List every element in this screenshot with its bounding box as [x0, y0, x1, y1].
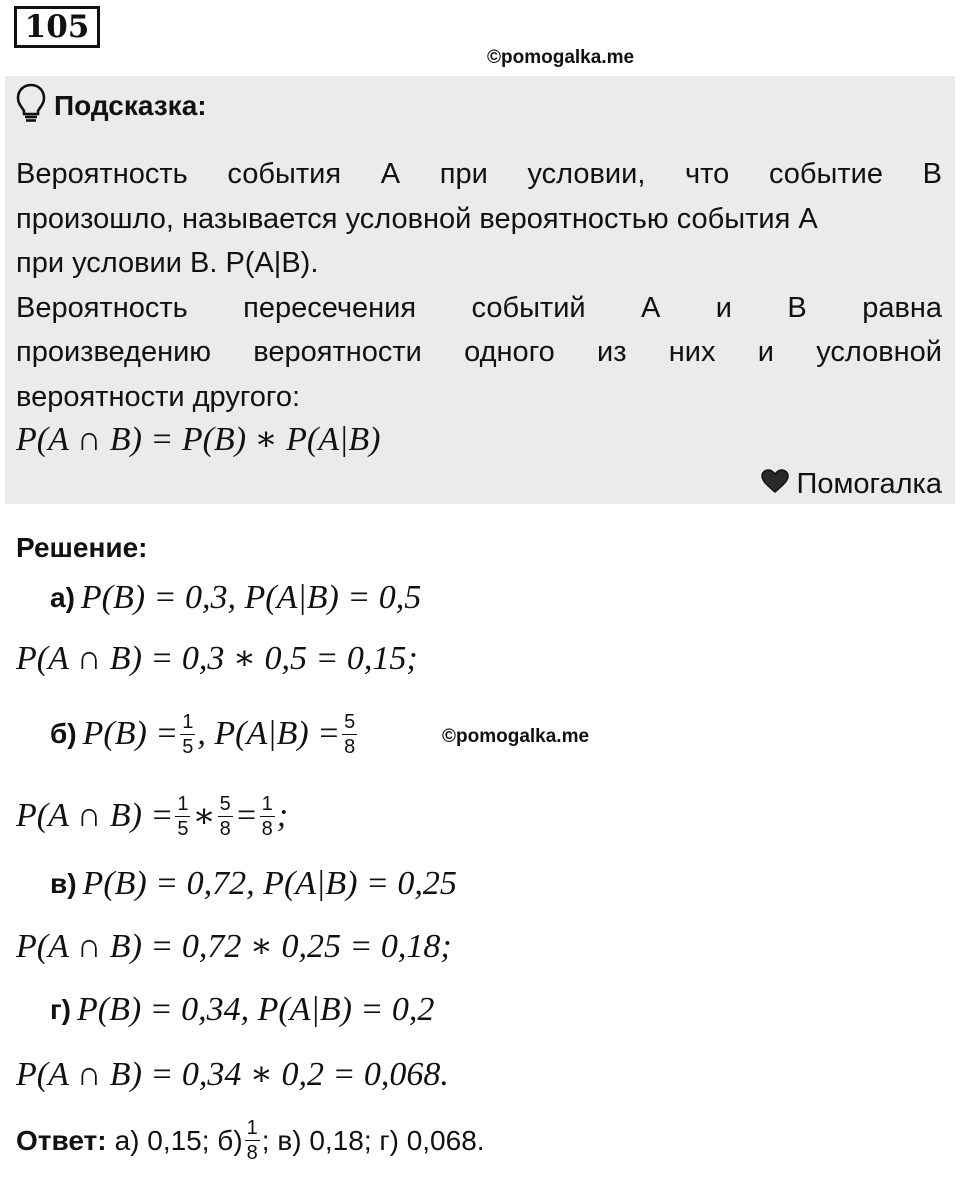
watermark-middle: ©pomogalka.me: [442, 726, 590, 747]
fraction: $\frac{1}{5}$: [182, 710, 194, 758]
hint-line: Вероятность пересечения событий А и В равна: [16, 291, 942, 324]
hint-line: при условии В. Р(А|В).: [16, 247, 319, 279]
result-expression: P(A ∩ B) = 0,34 ∗ 0,2 = 0,068.: [16, 1056, 449, 1093]
given-expression: P(B) = 0,3, P(A|B) = 0,5: [80, 579, 422, 616]
part-c-result: [16, 924, 452, 968]
part-label: б): [50, 718, 77, 749]
given-expression: , P(A|B) =: [197, 715, 341, 752]
result-expression: P(A ∩ B) = 0,72 ∗ 0,25 = 0,18;: [16, 928, 452, 965]
hint-title: Подсказка:: [54, 90, 207, 121]
hint-line: Вероятность события А при условии, что событие В: [16, 158, 942, 190]
signature: [761, 462, 942, 506]
answer-part: ; в) 0,18; г) 0,068.: [261, 1124, 485, 1156]
semicolon: ;: [276, 797, 289, 834]
fraction: $\frac{5}{8}$: [219, 792, 231, 840]
part-c-given: [50, 862, 457, 906]
given-expression: P(B) = 0,72, P(A|B) = 0,25: [82, 865, 457, 902]
hint-line: произведению вероятности одного из них и условной: [16, 336, 942, 368]
solution-title: Решение:: [16, 532, 148, 563]
part-b-result: [16, 786, 288, 846]
given-expression: P(B) = 0,34, P(A|B) = 0,2: [77, 991, 435, 1028]
answer-label: Ответ:: [16, 1124, 107, 1156]
answer-line: [16, 1116, 485, 1165]
equals-sign: =: [234, 797, 258, 834]
part-d-given: [50, 988, 434, 1032]
result-expression: P(A ∩ B) = 0,3 ∗ 0,5 = 0,15;: [16, 640, 418, 677]
answer-part: а) 0,15; б): [114, 1124, 243, 1156]
watermark-top: ©pomogalka.me: [487, 47, 635, 68]
part-d-result: [16, 1052, 449, 1096]
part-label: в): [50, 868, 77, 899]
fraction: $\frac{1}{8}$: [261, 792, 273, 840]
part-a-result: [16, 636, 418, 680]
part-label: г): [50, 994, 71, 1025]
hint-header: [16, 84, 207, 128]
hint-formula: P(A ∩ B) = P(B) ∗ P(A|B): [16, 421, 381, 458]
fraction: $\frac{5}{8}$: [344, 710, 356, 758]
task-number: 105: [14, 6, 100, 48]
multiply-sign: ∗: [192, 798, 216, 835]
fraction: $\frac{1}{8}$: [246, 1117, 258, 1164]
part-label: а): [50, 582, 75, 613]
lightbulb-icon: [16, 83, 46, 130]
part-b-given: [50, 704, 359, 764]
part-a-given: [50, 576, 421, 620]
fraction: $\frac{1}{5}$: [177, 792, 189, 840]
result-expression: P(A ∩ B) =: [16, 797, 174, 834]
given-expression: P(B) =: [82, 715, 179, 752]
hint-line: вероятности другого:: [16, 380, 301, 413]
signature-text: Помогалка: [796, 467, 942, 500]
hint-line: произошло, называется условной вероятностью события А: [16, 202, 818, 235]
hint-text: [16, 152, 942, 419]
heart-icon: [761, 468, 789, 501]
